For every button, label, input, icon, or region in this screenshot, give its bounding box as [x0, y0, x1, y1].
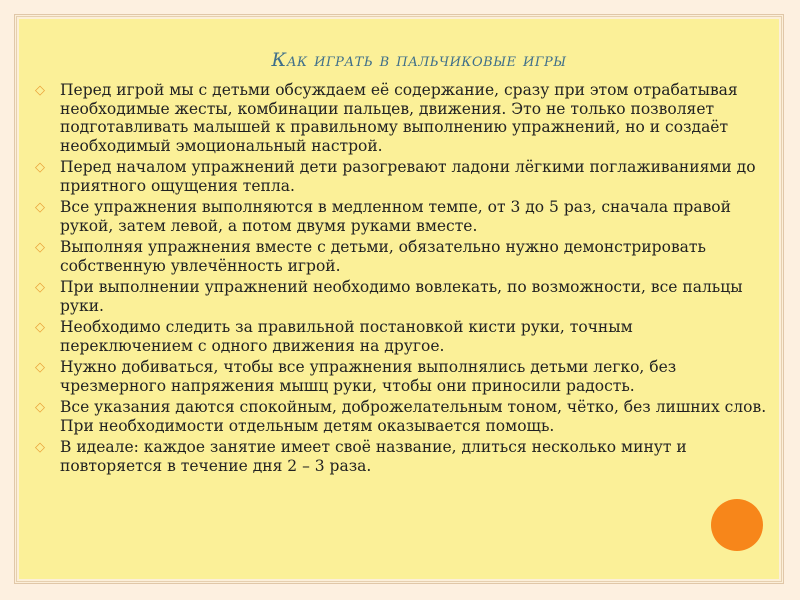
diamond-outline-icon: ◇ [35, 320, 45, 335]
list-item [35, 278, 770, 315]
list-item-text: Все указания даются спокойным, доброжелательным тоном, чётко, без лишних слов. При необходимости отдельным детям оказывается помощь. [60, 398, 767, 435]
diamond-outline-icon: ◇ [35, 280, 45, 295]
list-item [35, 398, 770, 435]
list-item-text: Все упражнения выполняются в медленном темпе, от 3 до 5 раз, сначала правой рукой, затем левой, а потом двумя руками вместе. [60, 198, 731, 235]
list-item [35, 358, 770, 395]
list-item [35, 238, 770, 275]
list-item-text: Необходимо следить за правильной постановкой кисти руки, точным переключением с одного движения на другое. [60, 318, 633, 355]
list-item [35, 318, 770, 355]
slide-title: Как играть в пальчиковые игры [271, 49, 567, 71]
list-item-text: Перед игрой мы с детьми обсуждаем её содержание, сразу при этом отрабатывая необходимые жесты, комбинации пальцев, движения. Это не только позволяет подготавливать малышей к правильному выполнению упражнений, но и создаёт необходимый эмоциональный настрой. [60, 81, 738, 155]
diamond-outline-icon: ◇ [35, 400, 45, 415]
list-item-text: При выполнении упражнений необходимо вовлекать, по возможности, все пальцы руки. [60, 278, 743, 315]
list-item [35, 438, 770, 475]
diamond-outline-icon: ◇ [35, 83, 45, 98]
list-item-text: Перед началом упражнений дети разогревают ладони лёгкими поглаживаниями до приятного ощущения тепла. [60, 158, 756, 195]
list-item [35, 198, 770, 235]
diamond-outline-icon: ◇ [35, 360, 45, 375]
bullet-list [35, 81, 770, 478]
list-item [35, 81, 770, 155]
diamond-outline-icon: ◇ [35, 200, 45, 215]
diamond-outline-icon: ◇ [35, 240, 45, 255]
decorative-circle [711, 499, 763, 551]
diamond-outline-icon: ◇ [35, 160, 45, 175]
list-item-text: Нужно добиваться, чтобы все упражнения выполнялись детьми легко, без чрезмерного напряжения мышц руки, чтобы они приносили радость. [60, 358, 677, 395]
slide [19, 19, 779, 579]
list-item [35, 158, 770, 195]
diamond-outline-icon: ◇ [35, 440, 45, 455]
list-item-text: В идеале: каждое занятие имеет своё название, длиться несколько минут и повторяется в течение дня 2 – 3 раза. [60, 438, 687, 475]
list-item-text: Выполняя упражнения вместе с детьми, обязательно нужно демонстрировать собственную увлечённость игрой. [60, 238, 706, 275]
